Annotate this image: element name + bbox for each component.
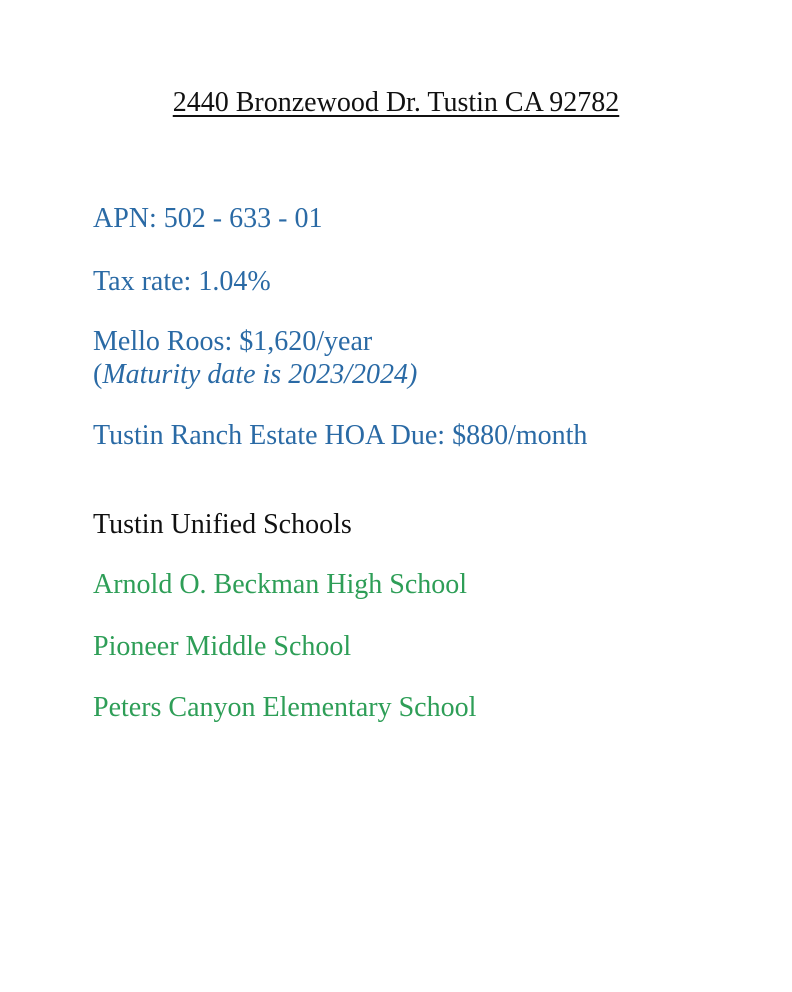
page-title: [0, 86, 792, 120]
mello-roos-note: [93, 358, 417, 392]
school-middle: Pioneer Middle School: [93, 631, 352, 662]
school-elementary: Peters Canyon Elementary School: [93, 692, 477, 723]
school-high: Arnold O. Beckman High School: [93, 569, 468, 600]
schools-heading: Tustin Unified Schools: [93, 509, 352, 540]
maturity-date-note: Maturity date is 2023/2024): [102, 359, 418, 390]
mello-roos-line: Mello Roos: $1,620/year: [93, 326, 373, 357]
tax-rate-line: Tax rate: 1.04%: [93, 266, 271, 297]
note-open-paren: (: [93, 359, 103, 390]
hoa-line: Tustin Ranch Estate HOA Due: $880/month: [93, 420, 588, 451]
apn-line: APN: 502 - 633 - 01: [93, 203, 323, 234]
address-title: 2440 Bronzewood Dr. Tustin CA 92782: [172, 87, 620, 118]
